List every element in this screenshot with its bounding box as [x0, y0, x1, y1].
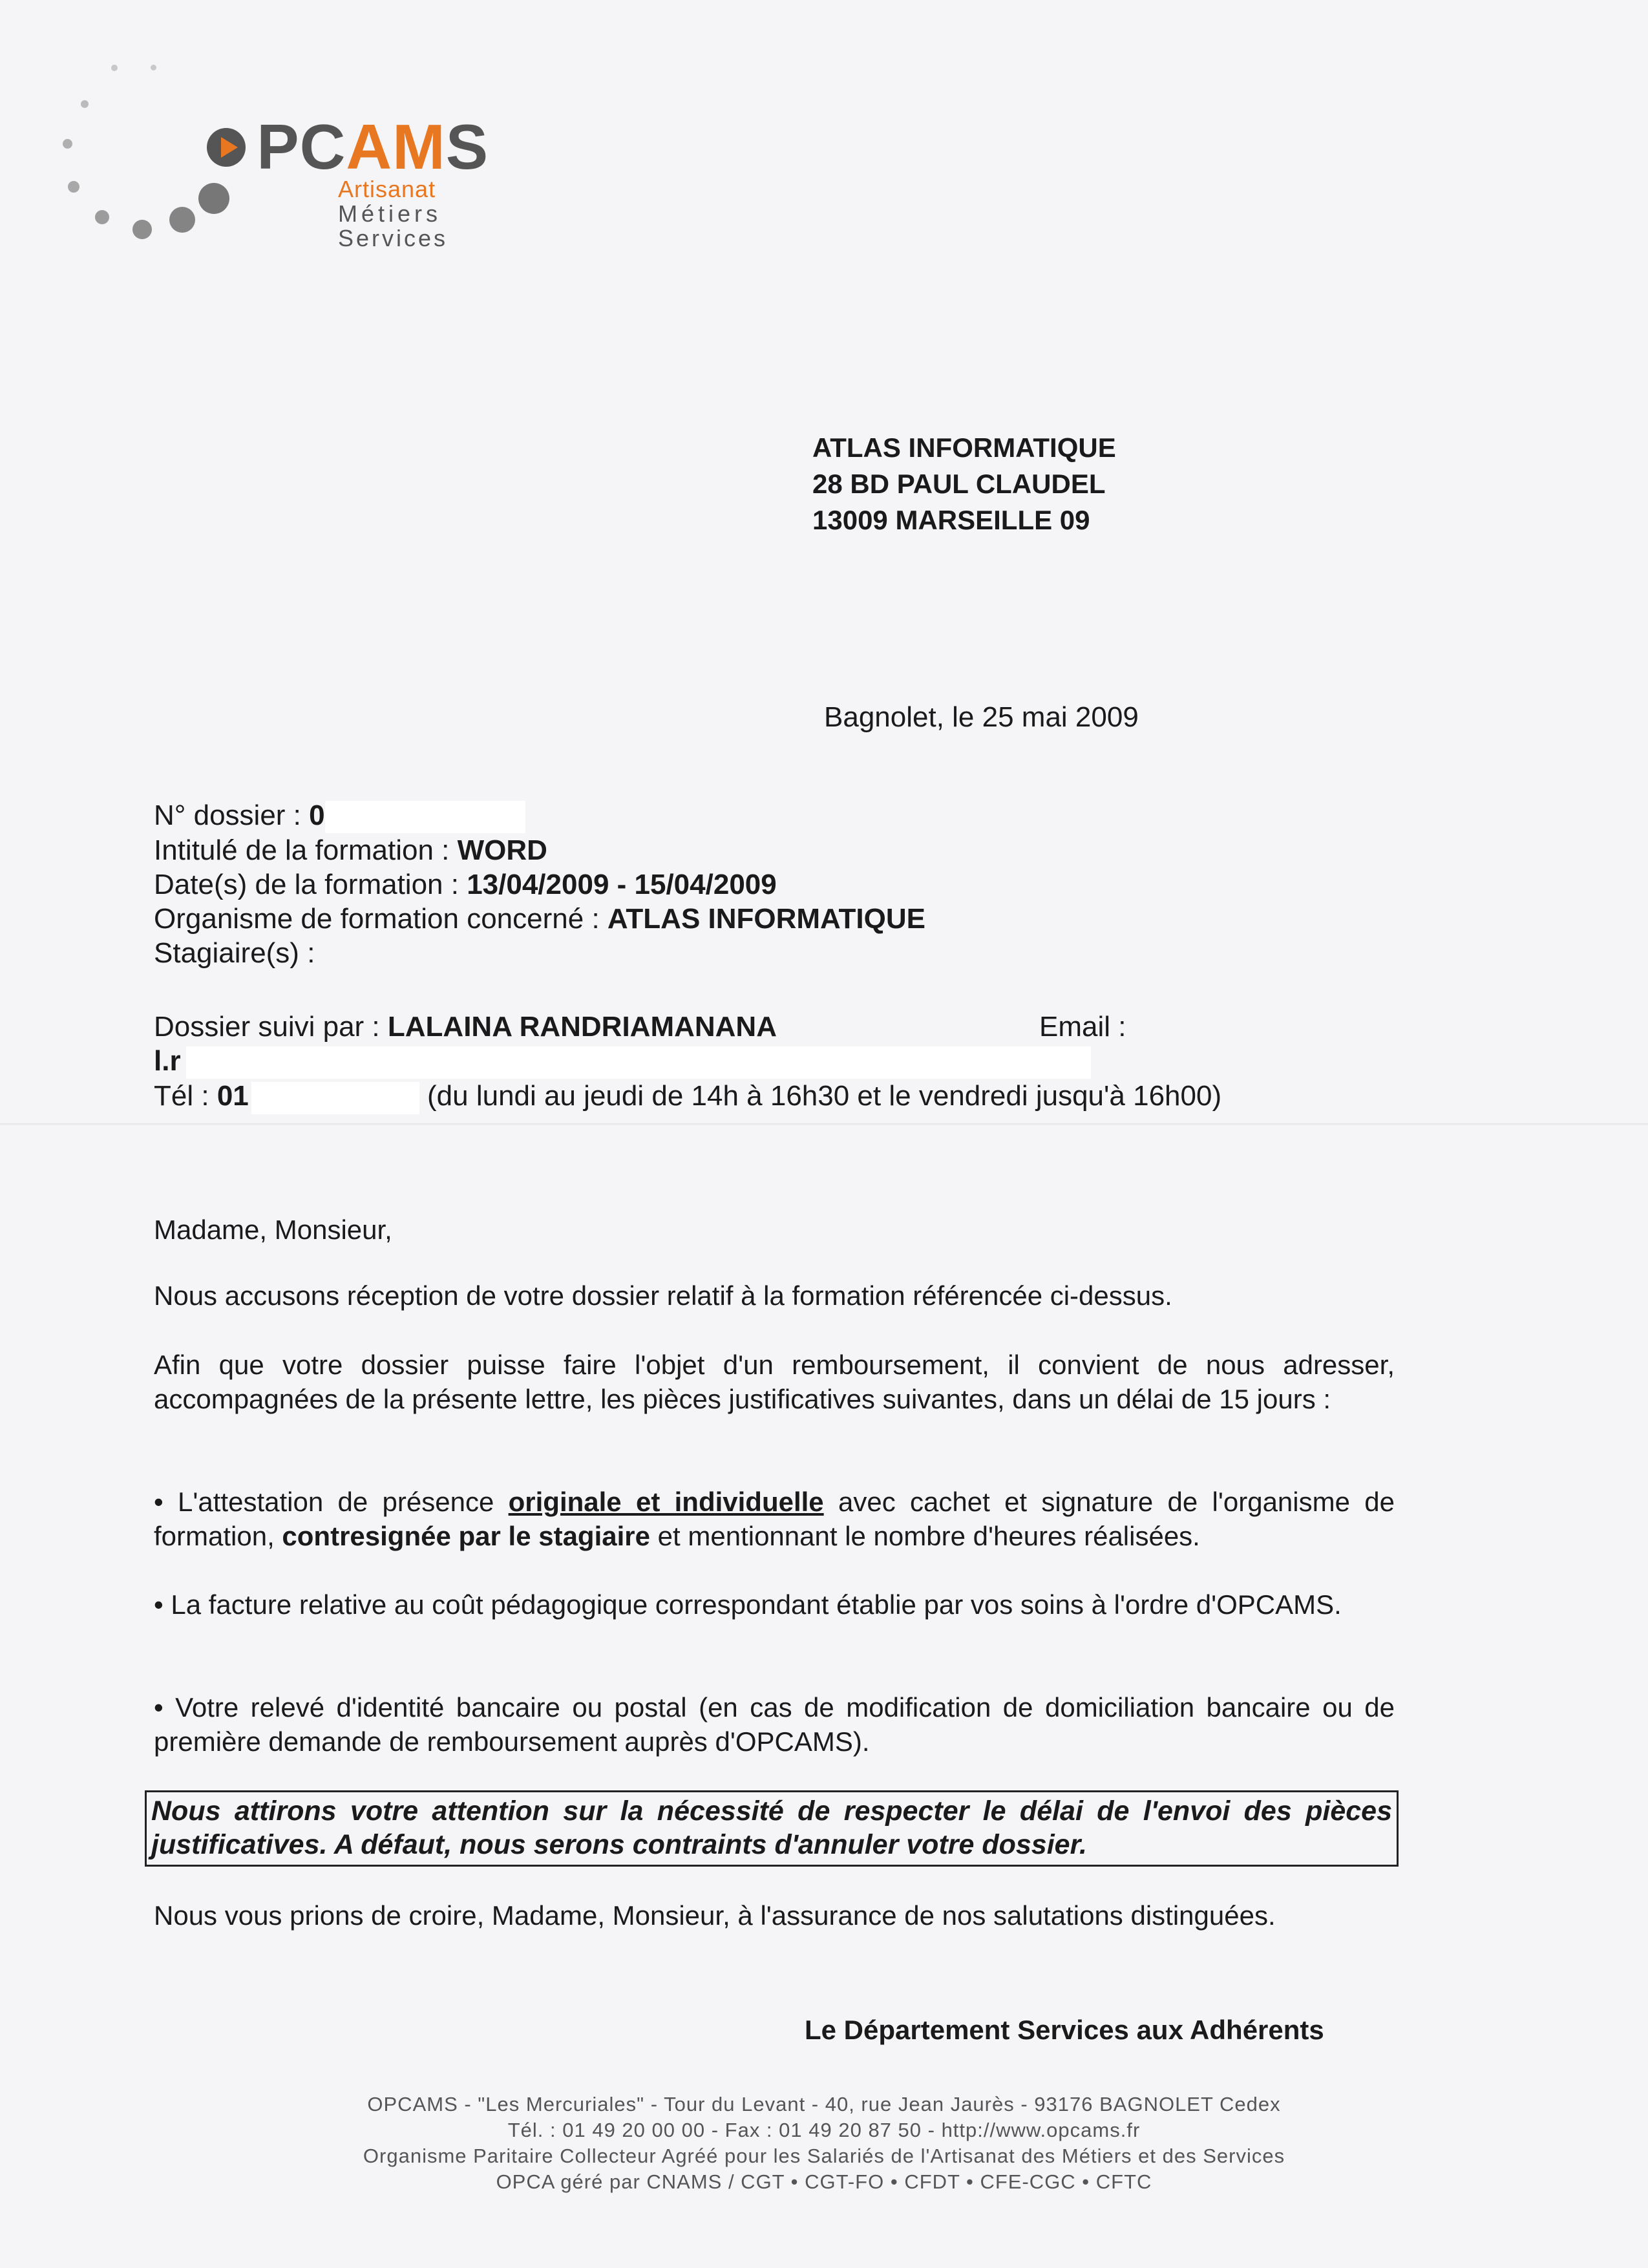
- redaction: [251, 1082, 419, 1114]
- dossier-line: N° dossier : 0: [154, 798, 925, 833]
- paper-fold: [0, 1123, 1648, 1126]
- recipient-street: 28 BD PAUL CLAUDEL: [812, 469, 1106, 499]
- contact-block: [154, 1010, 1576, 1114]
- salutation: Madame, Monsieur,: [154, 1214, 392, 1245]
- letter-date: Bagnolet, le 25 mai 2009: [824, 701, 1139, 733]
- facture-paragraph: • La facture relative au coût pédagogique correspondant établie par vos soins à l'ordre d'OPCAMS.: [154, 1589, 1342, 1620]
- afin-paragraph: Afin que votre dossier puisse faire l'objet d'un remboursement, il convient de nous adresser, accompagnées de la présente lettre, les pièces justificatives suivantes, dans un délai de 15 jours :: [154, 1350, 1395, 1414]
- footer-contact: Tél. : 01 49 20 00 00 - Fax : 01 49 20 87 50 - http://www.opcams.fr: [507, 2119, 1141, 2141]
- footer-description: Organisme Paritaire Collecteur Agréé pour les Salariés de l'Artisanat des Métiers et des Services: [363, 2145, 1285, 2167]
- footer: [0, 2092, 1648, 2195]
- dates-line: Date(s) de la formation : 13/04/2009 - 15/04/2009: [154, 869, 777, 901]
- tagline-artisanat: Artisanat: [338, 176, 436, 202]
- reception-paragraph: Nous accusons réception de votre dossier relatif à la formation référencée ci-dessus.: [154, 1280, 1172, 1311]
- recipient-city: 13009 MARSEILLE 09: [812, 505, 1090, 535]
- redaction: [186, 1046, 1091, 1079]
- rib-paragraph: • Votre relevé d'identité bancaire ou postal (en cas de modification de domiciliation bancaire ou de première demande de remboursement auprès d'OPCAMS).: [154, 1692, 1395, 1757]
- recipient-address: [812, 430, 1116, 538]
- footer-address: OPCAMS - "Les Mercuriales" - Tour du Levant - 40, rue Jean Jaurès - 93176 BAGNOLET Cedex: [367, 2093, 1281, 2115]
- tagline-metiers: Métiers: [338, 200, 442, 227]
- organisme-line: Organisme de formation concerné : ATLAS INFORMATIQUE: [154, 903, 926, 935]
- warning-text: Nous attirons votre attention sur la nécessité de respecter le délai de l'envoi des pièces justificatives. A défaut, nous serons contraints d'annuler votre dossier.: [151, 1796, 1392, 1860]
- redaction: [325, 801, 525, 833]
- tagline-services: Services: [338, 225, 449, 251]
- tel-line: Tél : 01 (du lundi au jeudi de 14h à 16h30 et le vendredi jusqu'à 16h00): [154, 1079, 1576, 1114]
- footer-governance: OPCA géré par CNAMS / CGT • CGT-FO • CFDT • CFE-CGC • CFTC: [496, 2170, 1152, 2193]
- attestation-paragraph: • L'attestation de présence originale et individuelle avec cachet et signature de l'organisme de formation, contresignée par le stagiaire et mentionnant le nombre d'heures réalisées.: [154, 1487, 1395, 1551]
- reference-block: [154, 798, 925, 970]
- closing-paragraph: Nous vous prions de croire, Madame, Monsieur, à l'assurance de nos salutations distinguées.: [154, 1900, 1276, 1931]
- suivi-line: Dossier suivi par : LALAINA RANDRIAMANANA Email :: [154, 1011, 1126, 1043]
- logo-wordmark: PCAMS: [257, 111, 489, 182]
- signature: Le Département Services aux Adhérents: [805, 2015, 1324, 2045]
- recipient-name: ATLAS INFORMATIQUE: [812, 432, 1116, 463]
- stagiaires-line: Stagiaire(s) :: [154, 937, 315, 970]
- email-line: l.r: [154, 1044, 1576, 1079]
- formation-line: Intitulé de la formation : WORD: [154, 834, 547, 867]
- email-label: Email :: [1039, 1011, 1126, 1043]
